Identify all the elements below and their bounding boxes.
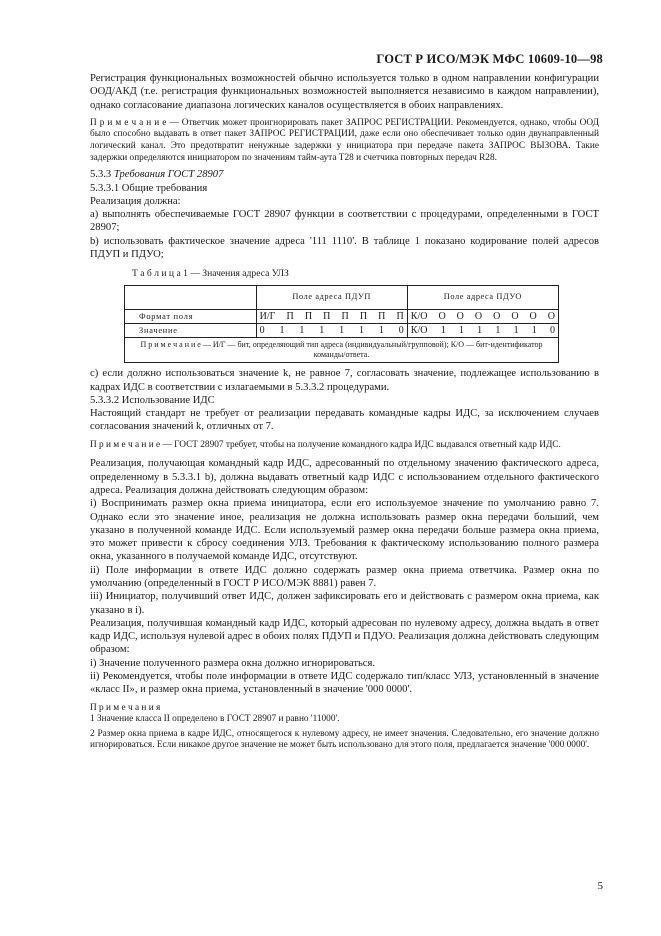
- table-bit: О: [456, 310, 464, 322]
- table-bit: 1: [513, 324, 519, 336]
- paragraph-impl-receiving: Реализация, получающая командный кадр ИДС, адресованный по отдельному значению фактического адреса, определенному в 5.3.3.1 b), должна выдавать ответный кадр ИДС с использованием отдельного фактического адреса. Реализация должна действовать следующим образом:: [90, 458, 599, 496]
- list-item-b: b) использовать фактическое значение адреса '111 1110'. В таблице 1 показано кодирование полей адресов ПДУП и ПДУО;: [90, 235, 599, 261]
- list-item-c: с) если должно использоваться значение k, не равное 7, согласовать значение, подлежащее использованию в кадрах ИДС в соответствии с излагаемыми в 5.3.3.2 процедурами.: [90, 368, 599, 393]
- address-table: [124, 285, 559, 364]
- table-cell-format-pduo: [407, 309, 558, 323]
- table-note: [125, 338, 559, 363]
- table-bit: П: [359, 310, 368, 322]
- list-item-a: а) выполнять обеспечиваемые ГОСТ 28907 функции в соответствии с процедурами, определенными в ГОСТ 28907;: [90, 209, 599, 234]
- paragraph-impl-zero-address: Реализация, получившая командный кадр ИДС, который адресован по нулевому адресу, должна выдать в ответ кадр ИДС, используя нулевой адрес в обоих полях ПДУП и ПДУО. Реализация должна действовать следующим образом:: [90, 617, 599, 656]
- table-header-pduo: Поле адреса ПДУО: [407, 285, 558, 309]
- note-registration: [90, 118, 599, 164]
- paragraph-registration: Регистрация функциональных возможностей обычно используется только в одном направлении конфигурации ООД/АКД (т.е. регистрация функциональных возможностей выполняется независимо в каждом направлении), однако согласование диапазона логических каналов осуществляется в обоих направлениях.: [90, 73, 599, 111]
- table-bit: 0: [398, 324, 404, 336]
- table-bit: П: [341, 310, 349, 322]
- table-cell-value-pdup: [256, 323, 407, 337]
- table-bit: П: [304, 310, 313, 322]
- table-row-label: Значение: [125, 323, 257, 337]
- table-bit: 1: [319, 324, 325, 336]
- table-bit: П: [286, 310, 294, 322]
- table-bit: К/О: [410, 310, 428, 322]
- table-bit: И/Г: [259, 310, 276, 322]
- table-bit: О: [511, 310, 519, 322]
- table-bit: К/О: [410, 324, 428, 336]
- table-bit: 1: [359, 324, 364, 336]
- note-label: П р и м е ч а н и е: [90, 117, 167, 128]
- note-1: 1 Значение класса II определено в ГОСТ 28907 и равно '11000'.: [90, 714, 340, 725]
- section-number: 5.3.3: [90, 169, 114, 181]
- section-5-3-3-2-heading: 5.3.3.2 Использование ИДС: [90, 394, 215, 406]
- table-row-label: Формат поля: [125, 309, 257, 323]
- table-note-text: — И/Г — бит, определяющий тип адреса (индивидуальный/групповой); К/О — бит-идентификатор команды/ответа.: [200, 340, 543, 360]
- list-item-i-zero: i) Значение полученного размера окна должно игнорироваться.: [90, 657, 376, 669]
- section-title: Требования ГОСТ 28907: [113, 169, 224, 181]
- table-bit: 0: [259, 324, 265, 336]
- table-bit: 1: [299, 324, 305, 336]
- table-bit: 1: [378, 324, 384, 336]
- table-bit: 1: [477, 324, 483, 336]
- note-text: — Ответчик может проигнорировать пакет ЗАПРОС РЕГИСТРАЦИИ. Рекомендуется, однако, чтобы ООД было способно выдавать в ответ пакет ЗАПРОС РЕГИСТРАЦИИ, даже если оно обеспечивает только один двунаправленный логический канал. Это предотвратит ненужные задержки у инициатора при передаче пакета ЗАПРОС ВЫЗОВА. Такие задержки определяются инициатором по значениям тайм-аута Т28 и счетчика повторных передач R28.: [90, 117, 599, 163]
- table-row-format: [125, 309, 559, 323]
- table-bit: 1: [495, 324, 501, 336]
- table-bit: О: [493, 310, 501, 322]
- table-bit: О: [529, 310, 537, 322]
- document-header: ГОСТ Р ИСО/МЭК МФС 10609-10—98: [376, 52, 603, 66]
- list-item-ii: ii) Поле информации в ответе ИДС должно содержать размер окна приема ответчика. Размер окна по умолчанию (определенный в ГОСТ Р ИСО/МЭК 8881) равен 7.: [90, 564, 599, 589]
- table-header-pdup: Поле адреса ПДУП: [256, 285, 407, 309]
- note-label: П р и м е ч а н и е: [90, 439, 161, 450]
- section-5-3-3-1-heading: 5.3.3.1 Общие требования: [90, 182, 208, 194]
- table-bit: П: [396, 310, 404, 322]
- table-bit: 0: [550, 324, 555, 336]
- table-header-row: [125, 285, 559, 309]
- table-bit: П: [378, 310, 386, 322]
- body-text: [90, 72, 599, 752]
- table-bit: П: [323, 310, 331, 322]
- table-bit: О: [547, 310, 555, 322]
- list-item-i: i) Воспринимать размер окна приема инициатора, если его используемое значение по умолчанию равно 7. Однако если это значение иное, реализация не должна использовать размер окна передачи больший, чем указано в полученной команде ИДС. Если используемый размер окна передачи больше размера окна приема, это может привести к сбросу соединения УЛЗ. Требования к фактическому использованию полного размера окна, указанного в получаемой команде ИДС, отсутствуют.: [90, 498, 599, 563]
- paragraph-standard: Настоящий стандарт не требует от реализации передавать командные кадры ИДС, за исключением случаев согласования значений k, отличных от 7.: [90, 408, 599, 433]
- table-bit: О: [438, 310, 446, 322]
- table-bit: 1: [531, 324, 537, 336]
- table-cell-format-pdup: [256, 309, 407, 323]
- table-cell-value-pduo: [407, 323, 558, 337]
- list-item-ii-zero: ii) Рекомендуется, чтобы поле информации в ответе ИДС содержало тип/класс УЛЗ, установленный в значение «класс II», и размер окна приема, установленный в значение '000 0000'.: [90, 671, 599, 696]
- section-5-3-3-heading: [90, 168, 599, 181]
- table-bit: О: [474, 310, 483, 322]
- list-item-iii: iii) Инициатор, получивший ответ ИДС, должен зафиксировать его и действовать с размером окна приема, как указано в i).: [90, 591, 599, 616]
- table-note-label: П р и м е ч а н и е: [140, 340, 201, 350]
- table-row-value: [125, 323, 559, 337]
- table-bit: 1: [440, 324, 446, 336]
- table-bit: 1: [279, 324, 285, 336]
- table-bit: 1: [339, 324, 345, 336]
- note-2: 2 Размер окна приема в кадре ИДС, относящегося к нулевому адресу, не имеет значения. Следовательно, его значение должно игнорироваться. Если никакое другое значение не может быть использовано для этого поля, предлагается значение '000 0000'.: [90, 728, 599, 751]
- paragraph-impl-must: Реализация должна:: [90, 195, 181, 207]
- note-gost: [90, 440, 599, 452]
- page-number: 5: [597, 880, 603, 892]
- notes-title: П р и м е ч а н и я: [90, 702, 161, 713]
- table-note-row: [125, 338, 559, 363]
- table-bit: 1: [458, 324, 464, 336]
- note-text: — ГОСТ 28907 требует, чтобы на получение командного кадра ИДС выдавался ответный кадр ИДС.: [160, 439, 561, 450]
- table-caption: Т а б л и ц а 1 — Значения адреса УЛЗ: [132, 268, 289, 280]
- table-corner-cell: [125, 285, 257, 309]
